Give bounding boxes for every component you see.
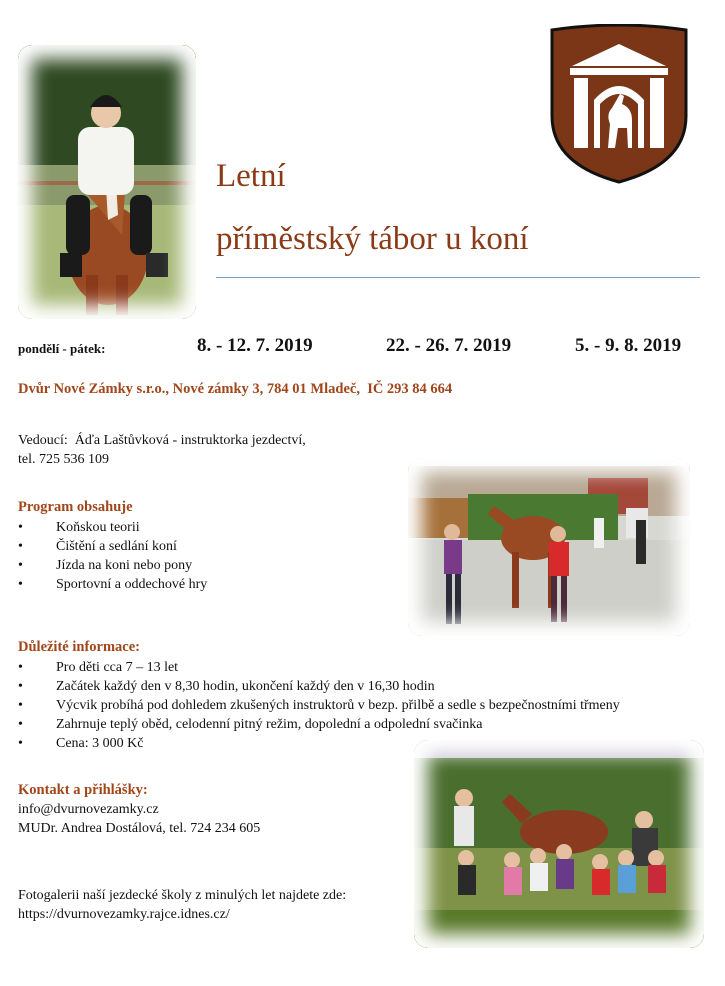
- program-list: [18, 518, 207, 594]
- list-item: • Čištění a sedlání koní: [18, 537, 207, 556]
- title-divider: [216, 277, 700, 278]
- list-item: • Výcvik probíhá pod dohledem zkušených instruktorů v bezp. přilbě a sedle s bezpečnostními třmeny: [18, 696, 708, 715]
- list-item: • Pro děti cca 7 – 13 let: [18, 658, 708, 677]
- list-item: • Zahrnuje teplý oběd, celodenní pitný režim, dopolední a odpolední svačinka: [18, 715, 708, 734]
- contact-heading: Kontakt a přihlášky:: [18, 782, 148, 798]
- list-item: • Koňskou teorii: [18, 518, 207, 537]
- company-address: Dvůr Nové Zámky s.r.o., Nové zámky 3, 784 01 Mladeč, IČ 293 84 664: [18, 381, 453, 397]
- list-item: • Jízda na koni nebo pony: [18, 556, 207, 575]
- photo-child-on-pony-image: [18, 45, 196, 319]
- leader-line-1: Vedoucí: Áďa Laštůvková - instruktorka jezdectví,: [18, 433, 306, 448]
- date-3: 5. - 9. 8. 2019: [575, 335, 682, 356]
- info-heading: Důležité informace:: [18, 639, 140, 655]
- info-list: [18, 658, 708, 753]
- photo-leading-horse-image: [408, 458, 690, 636]
- list-item: • Sportovní a oddechové hry: [18, 575, 207, 594]
- contact-person: MUDr. Andrea Dostálová, tel. 724 234 605: [18, 821, 261, 836]
- gallery-link[interactable]: https://dvurnovezamky.rajce.idnes.cz/: [18, 907, 230, 922]
- photo-group-image: [414, 740, 704, 948]
- photo-group: [414, 740, 704, 948]
- gallery-text: Fotogalerii naší jezdecké školy z minulých let najdete zde:: [18, 888, 347, 903]
- horse-gate-logo-icon: [548, 24, 690, 186]
- contact-email[interactable]: info@dvurnovezamky.cz: [18, 802, 159, 817]
- title-line-2: příměstský tábor u koní: [216, 221, 529, 257]
- leader-phone: tel. 725 536 109: [18, 452, 109, 467]
- list-item: • Cena: 3 000 Kč: [18, 734, 708, 753]
- program-heading: Program obsahuje: [18, 499, 133, 515]
- schedule-label: pondělí - pátek:: [18, 341, 106, 356]
- photo-leading-horse: [408, 458, 690, 636]
- date-1: 8. - 12. 7. 2019: [197, 335, 313, 356]
- logo: [548, 24, 690, 186]
- list-item: • Začátek každý den v 8,30 hodin, ukončení každý den v 16,30 hodin: [18, 677, 708, 696]
- photo-child-on-pony: [18, 45, 196, 319]
- date-2: 22. - 26. 7. 2019: [386, 335, 512, 356]
- title-line-1: Letní: [216, 158, 286, 194]
